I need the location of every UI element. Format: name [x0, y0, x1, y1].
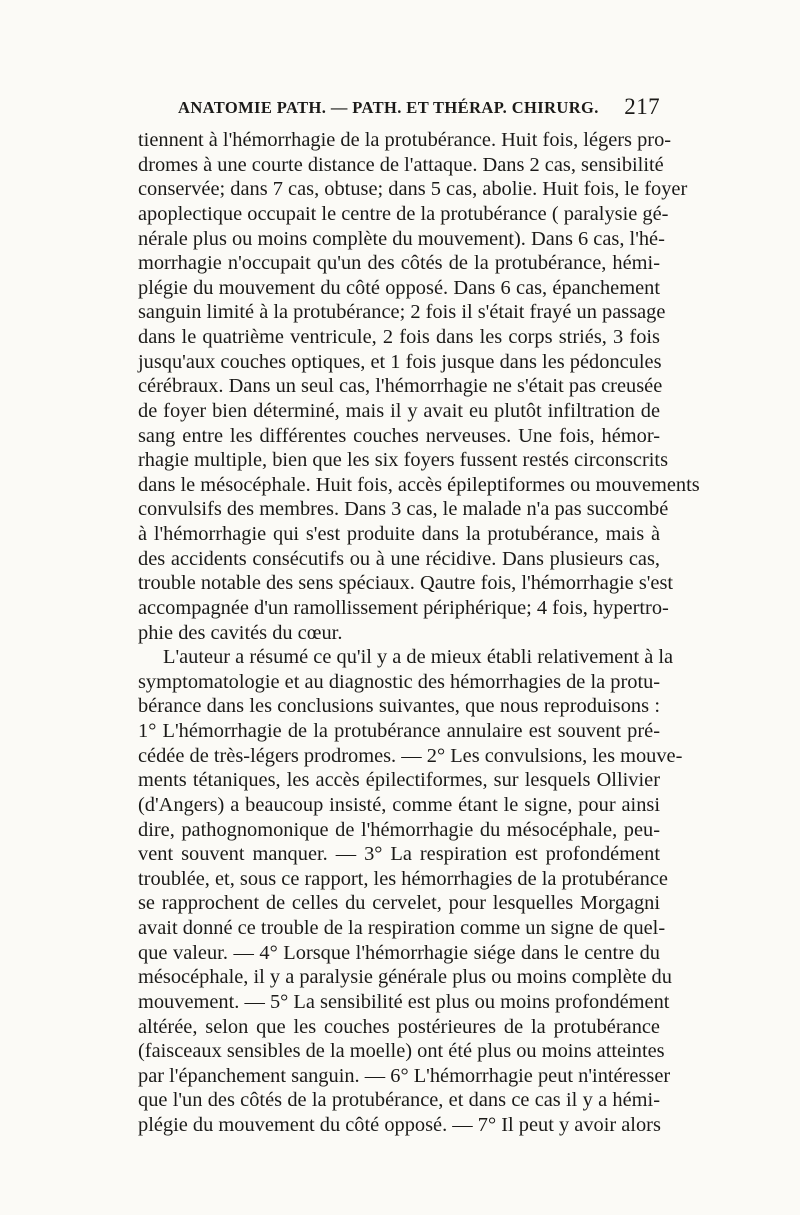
- text-line: dromes à une courte distance de l'attaque. Dans 2 cas, sensibilité: [138, 153, 664, 176]
- text-line: jusqu'aux couches optiques, et 1 fois jusque dans les pédoncules: [138, 350, 662, 373]
- text-line: mésocéphale, il y a paralysie générale plus ou moins complète du: [138, 966, 672, 989]
- text-line: rhagie multiple, bien que les six foyers fussent restés circonscrits: [138, 449, 669, 472]
- page-number: 217: [624, 94, 660, 119]
- text-line: sang entre les différentes couches nerveuses. Une fois, hémor-: [138, 424, 660, 447]
- text-line: convulsifs des membres. Dans 3 cas, le malade n'a pas succombé: [138, 498, 669, 521]
- text-line: 1° L'hémorrhagie de la protubérance annulaire est souvent pré-: [138, 720, 660, 742]
- text-line: trouble notable des sens spéciaux. Qautre fois, l'hémorrhagie s'est: [138, 572, 674, 595]
- text-line: conservée; dans 7 cas, obtuse; dans 5 cas, abolie. Huit fois, le foyer: [138, 178, 688, 201]
- text-line: bérance dans les conclusions suivantes, que nous reproduisons :: [138, 695, 660, 718]
- text-line: dire, pathognomonique de l'hémorrhagie du mésocéphale, peu-: [138, 818, 660, 841]
- text-line: plégie du mouvement du côté opposé. Dans 6 cas, épanchement: [138, 276, 660, 299]
- text-line: troublée, et, sous ce rapport, les hémorrhagies de la protubérance: [138, 867, 668, 890]
- text-line: se rapprochent de celles du cervelet, pour lesquelles Morgagni: [138, 892, 660, 915]
- text-line: avait donné ce trouble de la respiration comme un signe de quel-: [138, 917, 666, 939]
- text-line: cédée de très-légers prodromes. — 2° Les convulsions, les mouve-: [138, 744, 683, 767]
- running-title: ANATOMIE PATH. — PATH. ET THÉRAP. CHIRURG.: [178, 98, 599, 117]
- book-page: [138, 94, 700, 1138]
- text-line: morrhagie n'occupait qu'un des côtés de la protubérance, hémi-: [138, 252, 660, 275]
- text-line: (faisceaux sensibles de la moelle) ont été plus ou moins atteintes: [138, 1040, 665, 1063]
- text-line: sanguin limité à la protubérance; 2 fois il s'était frayé un passage: [138, 301, 666, 324]
- text-line: accompagnée d'un ramollissement périphérique; 4 fois, hypertro-: [138, 596, 669, 619]
- text-line: mouvement. — 5° La sensibilité est plus ou moins profondément: [138, 990, 670, 1013]
- text-line: dans le quatrième ventricule, 2 fois dans les corps striés, 3 fois: [138, 326, 660, 348]
- text-line: apoplectique occupait le centre de la protubérance ( paralysie gé-: [138, 202, 669, 225]
- text-line: des accidents consécutifs ou à une récidive. Dans plusieurs cas,: [138, 547, 660, 570]
- text-line: symptomatologie et au diagnostic des hémorrhagies de la protu-: [138, 670, 661, 693]
- text-line: phie des cavités du cœur.: [138, 621, 343, 644]
- text-line: par l'épanchement sanguin. — 6° L'hémorrhagie peut n'intéresser: [138, 1064, 671, 1087]
- running-header: [138, 94, 660, 128]
- body-text: [138, 128, 700, 1138]
- text-line: (d'Angers) a beaucoup insisté, comme étant le signe, pour ainsi: [138, 793, 660, 816]
- text-line: ments tétaniques, les accès épilectiformes, sur lesquels Ollivier: [138, 769, 660, 792]
- text-line: de foyer bien déterminé, mais il y avait eu plutôt infiltration de: [138, 399, 660, 422]
- text-line: que valeur. — 4° Lorsque l'hémorrhagie siége dans le centre du: [138, 941, 660, 964]
- text-line: altérée, selon que les couches postérieures de la protubérance: [138, 1015, 660, 1038]
- paragraph-start: L'auteur a résumé ce qu'il y a de mieux établi relativement à la: [163, 646, 674, 669]
- text-line: cérébraux. Dans un seul cas, l'hémorrhagie ne s'était pas creusée: [138, 375, 663, 398]
- text-line: plégie du mouvement du côté opposé. — 7° Il peut y avoir alors: [138, 1114, 661, 1136]
- text-line: que l'un des côtés de la protubérance, et dans ce cas il y a hémi-: [138, 1089, 660, 1112]
- text-line: tiennent à l'hémorrhagie de la protubérance. Huit fois, légers pro-: [138, 129, 672, 151]
- text-line: dans le mésocéphale. Huit fois, accès épileptiformes ou mouvements: [138, 473, 700, 496]
- text-line: vent souvent manquer. — 3° La respiration est profondément: [138, 843, 660, 866]
- text-line: à l'hémorrhagie qui s'est produite dans la protubérance, mais à: [138, 523, 660, 545]
- text-line: nérale plus ou moins complète du mouvement). Dans 6 cas, l'hé-: [138, 227, 665, 250]
